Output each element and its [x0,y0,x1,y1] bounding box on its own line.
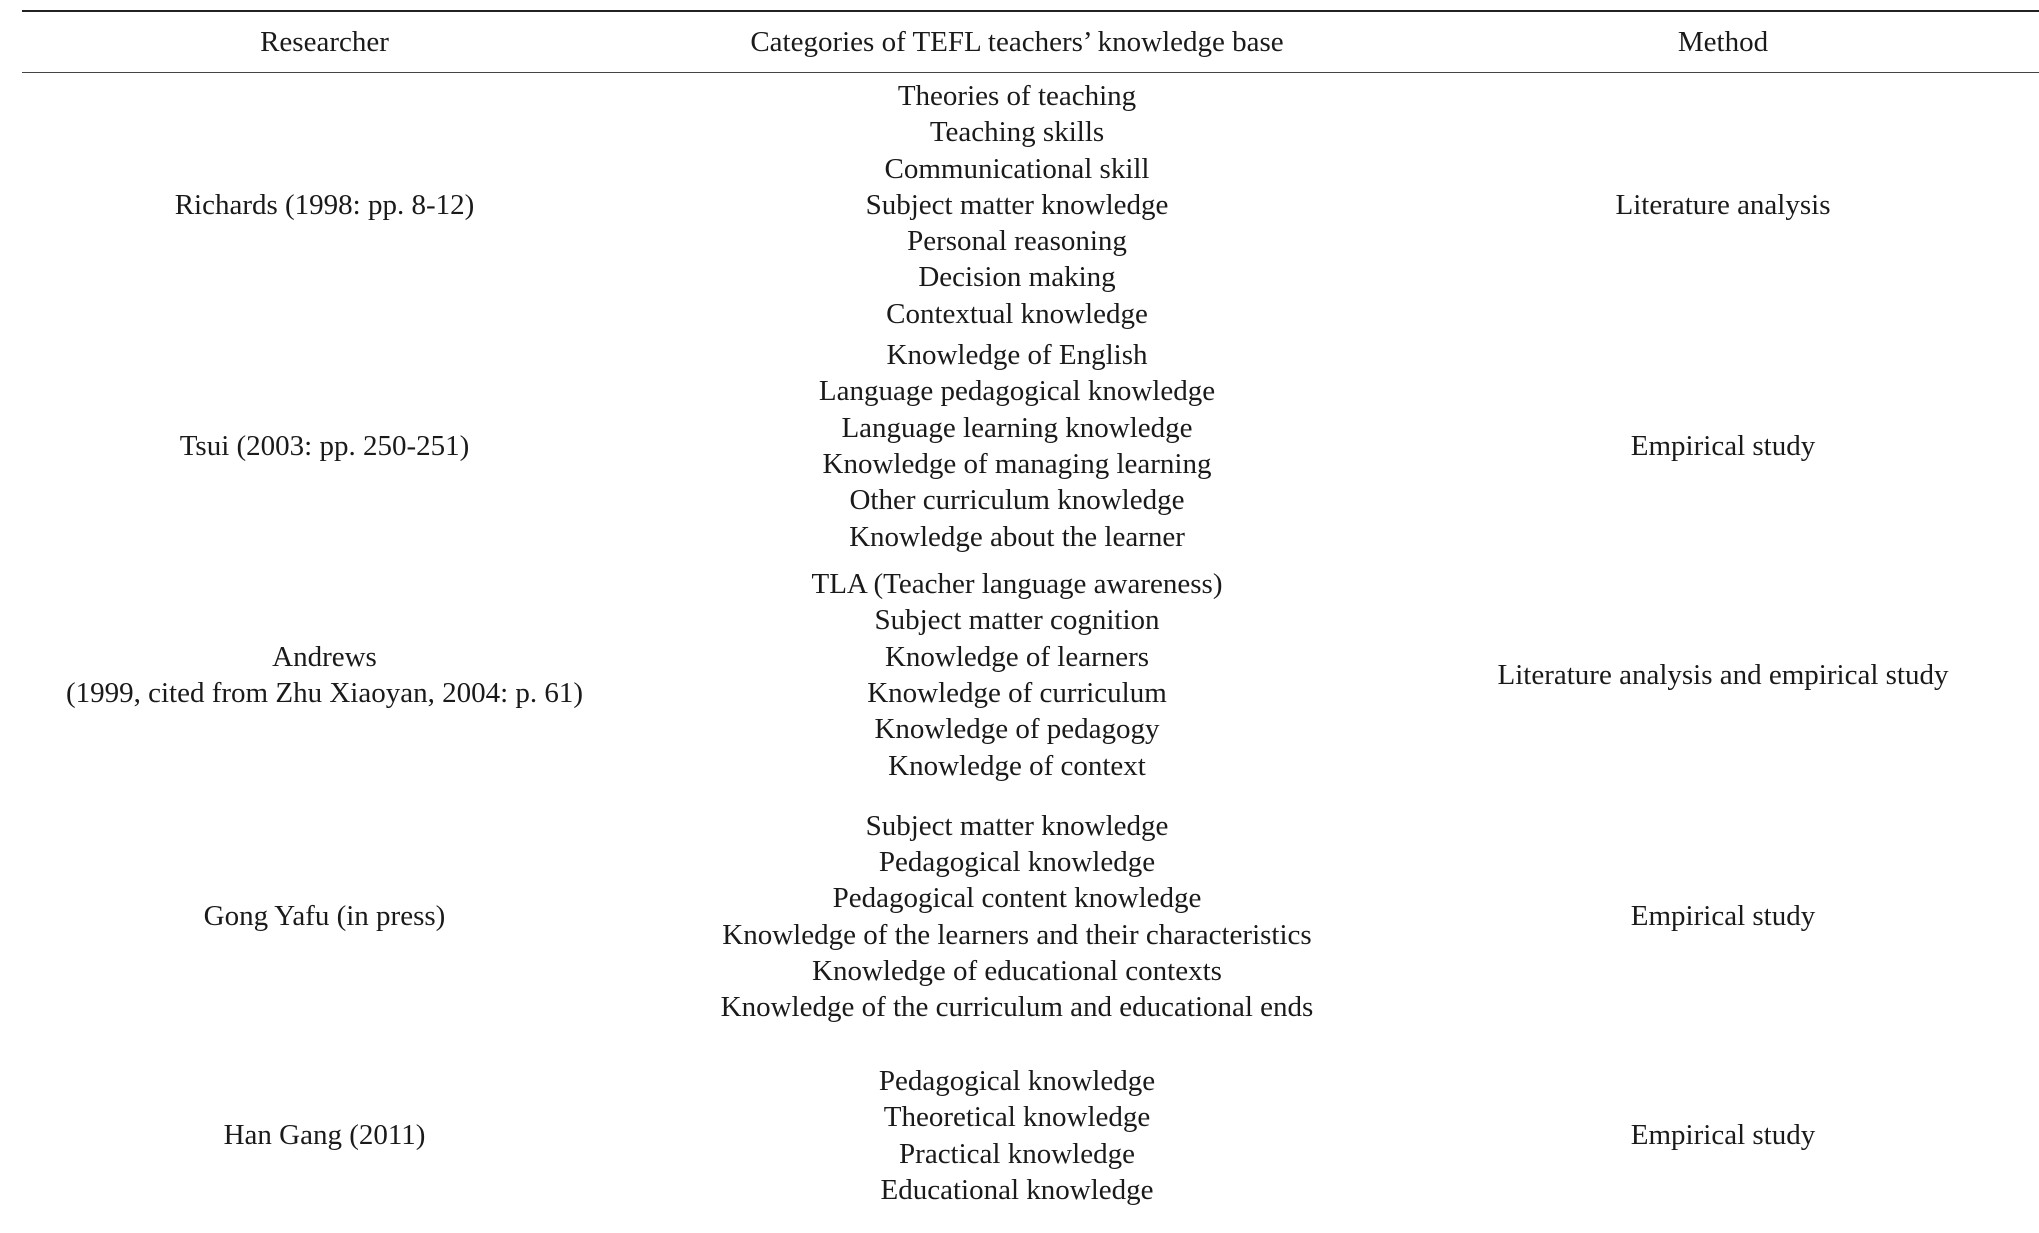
categories-cell [627,337,1407,555]
table-header-row [22,12,2039,72]
table-row [22,1038,2039,1233]
category-item: Language pedagogical knowledge [818,375,1216,408]
category-item: Theoretical knowledge [883,1101,1151,1134]
researcher-line: Andrews [272,640,377,673]
category-item: Pedagogical content knowledge [832,882,1202,915]
category-item: Knowledge of context [888,749,1146,782]
table-body [22,73,2039,1233]
category-item: Knowledge of English [886,339,1148,372]
category-item: Knowledge of learners [884,640,1150,673]
category-item: Practical knowledge [899,1137,1135,1170]
category-item: Subject matter knowledge [865,188,1169,221]
method-cell: Literature analysis and empirical study [1497,658,1949,691]
categories-cell [627,808,1407,1026]
table-row [22,73,2039,337]
category-item: Pedagogical knowledge [878,1064,1156,1097]
category-item: Knowledge of curriculum [867,677,1167,709]
knowledge-base-table [22,10,2039,1233]
table-row [22,337,2039,555]
categories-cell [627,1063,1407,1208]
category-item: Knowledge about the learner [849,520,1185,553]
researcher-line: Tsui (2003: pp. 250-251) [179,429,470,462]
method-cell: Empirical study [1630,1119,1816,1152]
researcher-cell [22,428,627,464]
category-item: Educational knowledge [880,1173,1154,1206]
method-cell: Empirical study [1630,900,1816,933]
method-cell: Empirical study [1630,429,1816,462]
category-item: Knowledge of managing learning [822,448,1212,480]
researcher-line: Richards (1998: pp. 8-12) [174,188,475,221]
categories-cell [627,566,1407,784]
researcher-line: (1999, cited from Zhu Xiaoyan, 2004: p. 61) [65,677,584,709]
categories-cell [627,78,1407,332]
header-researcher: Researcher [260,25,389,58]
table-row [22,555,2039,795]
researcher-cell [22,187,627,223]
category-item: Teaching skills [929,116,1105,149]
table-row [22,795,2039,1038]
category-item: Knowledge of educational contexts [812,954,1222,987]
category-item: Subject matter knowledge [865,809,1169,842]
researcher-line: Gong Yafu (in press) [203,900,446,933]
category-item: Knowledge of the learners and their characteristics [722,918,1312,951]
category-item: Other curriculum knowledge [849,484,1185,517]
category-item: Theories of teaching [897,79,1137,112]
category-item: TLA (Teacher language awareness) [811,568,1223,601]
category-item: Communicational skill [884,152,1150,185]
researcher-cell [22,639,627,712]
researcher-line: Han Gang (2011) [223,1119,426,1152]
category-item: Decision making [918,261,1116,294]
category-item: Personal reasoning [907,225,1127,258]
category-item: Knowledge of pedagogy [874,713,1160,746]
researcher-cell [22,1117,627,1153]
researcher-cell [22,898,627,934]
header-categories: Categories of TEFL teachers’ knowledge base [750,25,1284,58]
method-cell: Literature analysis [1615,188,1831,221]
category-item: Subject matter cognition [874,604,1160,637]
header-method: Method [1677,25,1769,58]
category-item: Language learning knowledge [841,411,1193,444]
category-item: Knowledge of the curriculum and educational ends [720,991,1314,1024]
category-item: Pedagogical knowledge [878,845,1156,878]
category-item: Contextual knowledge [886,297,1148,330]
